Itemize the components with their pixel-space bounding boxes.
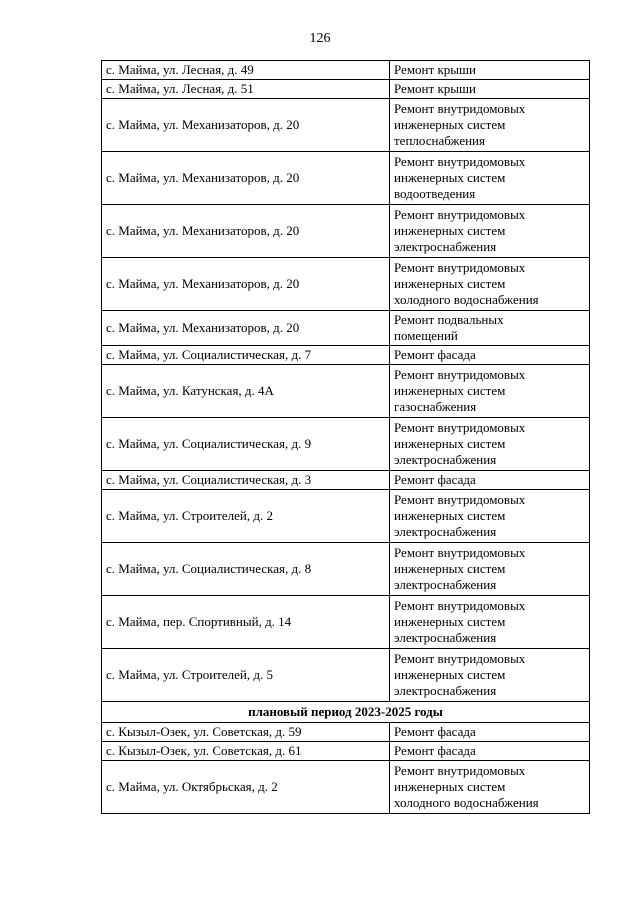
section-row (102, 702, 590, 723)
work-type-cell: Ремонт внутридомовых инженерных систем газоснабжения (390, 365, 590, 418)
work-type-cell: Ремонт внутридомовых инженерных систем теплоснабжения (390, 99, 590, 152)
table-row (102, 649, 590, 702)
work-type-cell: Ремонт крыши (390, 61, 590, 80)
address-cell: с. Майма, пер. Спортивный, д. 14 (102, 596, 390, 649)
work-type-cell: Ремонт внутридомовых инженерных систем электроснабжения (390, 490, 590, 543)
table-row (102, 311, 590, 346)
work-type-cell: Ремонт внутридомовых инженерных систем холодного водоснабжения (390, 258, 590, 311)
table-row (102, 80, 590, 99)
table-row (102, 723, 590, 742)
work-type-cell: Ремонт фасада (390, 742, 590, 761)
address-cell: с. Майма, ул. Социалистическая, д. 7 (102, 346, 390, 365)
table-row (102, 365, 590, 418)
works-table (101, 60, 590, 814)
address-cell: с. Майма, ул. Социалистическая, д. 8 (102, 543, 390, 596)
table-row (102, 761, 590, 814)
address-cell: с. Майма, ул. Лесная, д. 49 (102, 61, 390, 80)
work-type-cell: Ремонт внутридомовых инженерных систем электроснабжения (390, 649, 590, 702)
table-row (102, 471, 590, 490)
work-type-cell: Ремонт внутридомовых инженерных систем электроснабжения (390, 418, 590, 471)
address-cell: с. Кызыл-Озек, ул. Советская, д. 59 (102, 723, 390, 742)
work-type-cell: Ремонт внутридомовых инженерных систем электроснабжения (390, 596, 590, 649)
address-cell: с. Майма, ул. Социалистическая, д. 9 (102, 418, 390, 471)
work-type-cell: Ремонт внутридомовых инженерных систем холодного водоснабжения (390, 761, 590, 814)
address-cell: с. Майма, ул. Механизаторов, д. 20 (102, 205, 390, 258)
table-row (102, 596, 590, 649)
address-cell: с. Майма, ул. Механизаторов, д. 20 (102, 152, 390, 205)
table-row (102, 258, 590, 311)
address-cell: с. Майма, ул. Механизаторов, д. 20 (102, 258, 390, 311)
work-type-cell: Ремонт фасада (390, 723, 590, 742)
work-type-cell: Ремонт фасада (390, 471, 590, 490)
table-row (102, 152, 590, 205)
work-type-cell: Ремонт внутридомовых инженерных систем электроснабжения (390, 543, 590, 596)
work-type-cell: Ремонт подвальных помещений (390, 311, 590, 346)
table-row (102, 490, 590, 543)
work-type-cell: Ремонт крыши (390, 80, 590, 99)
address-cell: с. Майма, ул. Строителей, д. 5 (102, 649, 390, 702)
table-row (102, 205, 590, 258)
address-cell: с. Кызыл-Озек, ул. Советская, д. 61 (102, 742, 390, 761)
table-row (102, 418, 590, 471)
works-table-body-after (102, 723, 590, 814)
address-cell: с. Майма, ул. Механизаторов, д. 20 (102, 99, 390, 152)
address-cell: с. Майма, ул. Лесная, д. 51 (102, 80, 390, 99)
table-row (102, 543, 590, 596)
works-table-body-before (102, 61, 590, 702)
work-type-cell: Ремонт фасада (390, 346, 590, 365)
section-group (102, 702, 590, 723)
table-row (102, 61, 590, 80)
work-type-cell: Ремонт внутридомовых инженерных систем водоотведения (390, 152, 590, 205)
table-row (102, 99, 590, 152)
table-row (102, 346, 590, 365)
table-row (102, 742, 590, 761)
page-number: 126 (309, 31, 331, 46)
address-cell: с. Майма, ул. Строителей, д. 2 (102, 490, 390, 543)
section-title: плановый период 2023-2025 годы (102, 702, 590, 723)
address-cell: с. Майма, ул. Социалистическая, д. 3 (102, 471, 390, 490)
address-cell: с. Майма, ул. Катунская, д. 4А (102, 365, 390, 418)
work-type-cell: Ремонт внутридомовых инженерных систем электроснабжения (390, 205, 590, 258)
address-cell: с. Майма, ул. Октябрьская, д. 2 (102, 761, 390, 814)
address-cell: с. Майма, ул. Механизаторов, д. 20 (102, 311, 390, 346)
